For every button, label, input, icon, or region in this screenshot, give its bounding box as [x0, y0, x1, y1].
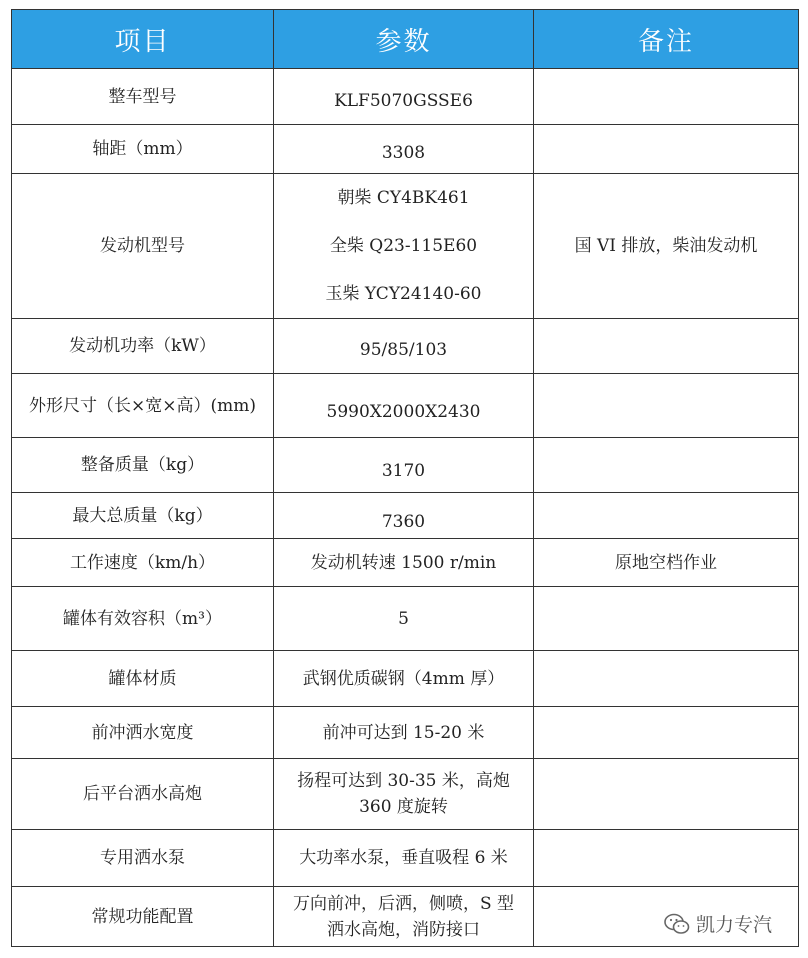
row-param: 5: [274, 587, 534, 651]
row-item: 轴距（mm）: [12, 125, 274, 174]
row-note: [534, 493, 799, 539]
row-note: [534, 374, 799, 438]
row-param: [274, 887, 534, 947]
row-item: 整备质量（kg）: [12, 438, 274, 493]
table-row: [12, 493, 799, 539]
row-item: 专用洒水泵: [12, 830, 274, 887]
table-row: [12, 830, 799, 887]
row-item: 罐体材质: [12, 651, 274, 707]
row-item: 罐体有效容积（m³）: [12, 587, 274, 651]
param-line: 朝柴 CY4BK461: [337, 188, 470, 208]
row-note: [534, 651, 799, 707]
table-row: [12, 174, 799, 319]
param-line: 全柴 Q23-115E60: [329, 236, 478, 256]
param-line: 玉柴 YCY24140-60: [325, 284, 482, 304]
row-param: 发动机转速 1500 r/min: [274, 539, 534, 587]
row-note: [534, 319, 799, 374]
row-param: 武钢优质碳钢（4mm 厚）: [274, 651, 534, 707]
row-note: 原地空档作业: [534, 539, 799, 587]
row-item: 外形尺寸（长×宽×高）(mm): [12, 374, 274, 438]
row-param: 3308: [274, 125, 534, 174]
row-item: 整车型号: [12, 69, 274, 125]
row-note: [534, 587, 799, 651]
table-row: [12, 374, 799, 438]
row-param: 前冲可达到 15-20 米: [274, 707, 534, 759]
row-note: [534, 125, 799, 174]
table-row: [12, 69, 799, 125]
watermark-text: 凯力专汽: [696, 914, 773, 936]
table-row: [12, 587, 799, 651]
row-param: 7360: [274, 493, 534, 539]
table-row: [12, 319, 799, 374]
row-item: 发动机功率（kW）: [12, 319, 274, 374]
watermark: [664, 910, 772, 937]
row-param: 3170: [274, 438, 534, 493]
param-line: 扬程可达到 30-35 米，高炮: [297, 771, 510, 791]
param-line: 360 度旋转: [359, 797, 448, 817]
row-param: KLF5070GSSE6: [274, 69, 534, 125]
spec-table: [11, 9, 799, 947]
table-row: [12, 125, 799, 174]
row-note: [534, 438, 799, 493]
header-item: 项目: [12, 10, 274, 69]
row-note: [534, 759, 799, 830]
header-row: [12, 10, 799, 69]
row-note: [534, 830, 799, 887]
wechat-icon: [664, 913, 690, 935]
row-param: 大功率水泵，垂直吸程 6 米: [274, 830, 534, 887]
table-row: [12, 651, 799, 707]
header-note: 备注: [534, 10, 799, 69]
row-param: 5990X2000X2430: [274, 374, 534, 438]
row-param: 95/85/103: [274, 319, 534, 374]
row-item: 前冲洒水宽度: [12, 707, 274, 759]
row-item: 后平台洒水高炮: [12, 759, 274, 830]
param-line: 洒水高炮，消防接口: [327, 919, 480, 940]
row-item: 常规功能配置: [12, 887, 274, 947]
table-row: [12, 438, 799, 493]
param-line: 万向前冲，后洒，侧喷，S 型: [292, 893, 515, 914]
row-note: [534, 707, 799, 759]
row-item: 工作速度（km/h）: [12, 539, 274, 587]
row-note: 国 VI 排放，柴油发动机: [534, 174, 799, 319]
row-item: 最大总质量（kg）: [12, 493, 274, 539]
table-row: [12, 707, 799, 759]
header-param: 参数: [274, 10, 534, 69]
table-row: [12, 539, 799, 587]
row-note: [534, 69, 799, 125]
row-item: 发动机型号: [12, 174, 274, 319]
table-row: [12, 759, 799, 830]
row-param: [274, 174, 534, 319]
row-param: [274, 759, 534, 830]
